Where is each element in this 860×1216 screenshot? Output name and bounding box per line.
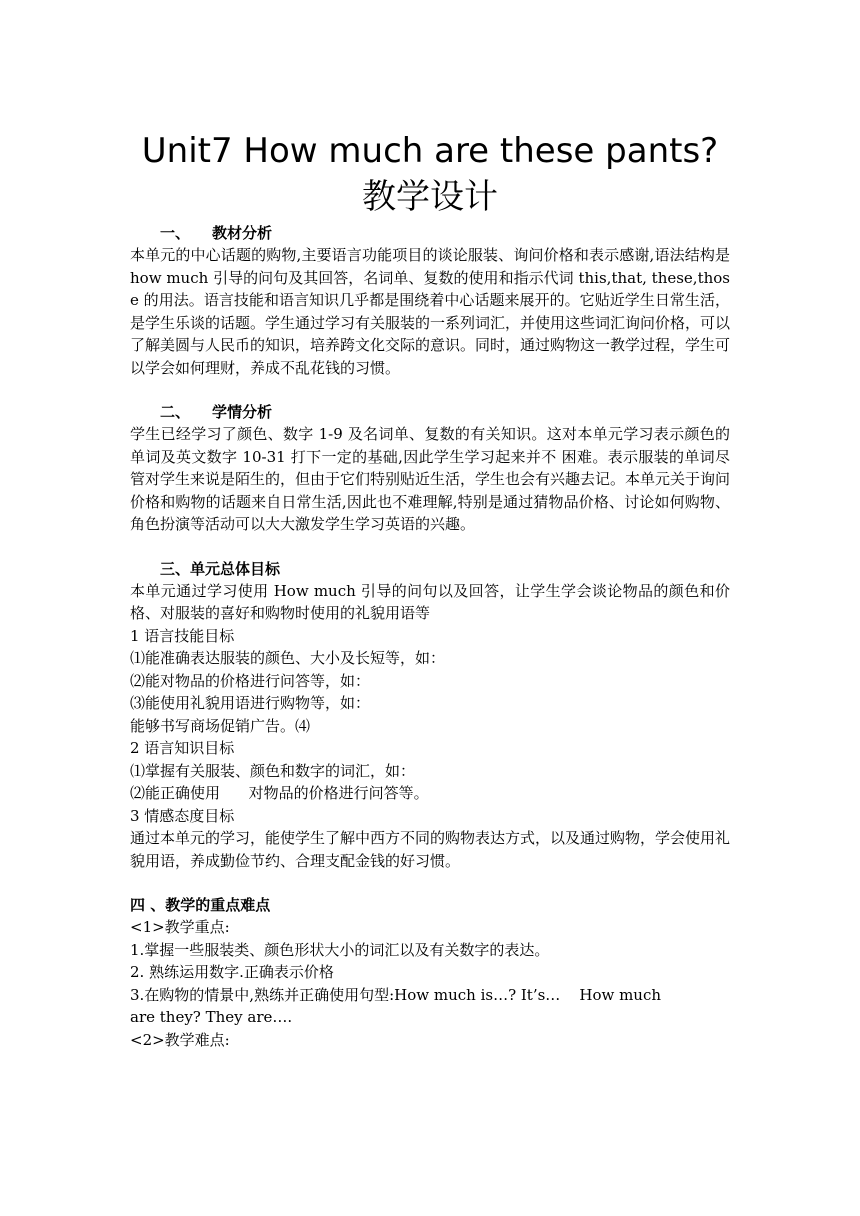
goal-line: ⑶能使用礼貌用语进行购物等，如： (130, 694, 371, 712)
goal-line: ⑴掌握有关服装、颜色和数字的词汇，如： (130, 761, 416, 780)
key-point-line: 3.在购物的情景中,熟练并正确使用句型:How much is…? It’s… How much (130, 985, 662, 1004)
section-body-textbook-analysis: 本单元的中心话题的购物,主要语言功能项目的谈论服装、询问价格和表示感谢,语法结构是 how much 引导的问句及其回答，名词单、复数的使用和指示代词 this,that, these,those 的用法。语言技能和语言知识几乎都是围绕着中心话题来展开的。它贴近学生日常生活，是学生乐谈的话题。学生通过学习有关服装的一系列词汇，并使用这些词汇询问价格，可以了解美圆与人民币的知识，培养跨文化交际的意识。同时，通过购物这一教学过程，学生可以学会如何理财，养成不乱花钱的习惯。 (130, 246, 731, 377)
section-heading-student-analysis (130, 401, 730, 423)
section-title: 学情分析 (212, 403, 273, 421)
section-heading-unit-goals: 三、单元总体目标 (160, 559, 281, 578)
goal-line: 3 情感态度目标 (130, 806, 235, 825)
section-number: 一、 (160, 224, 191, 242)
document-page (130, 128, 730, 1051)
goal-line: 1 语言技能目标 (130, 626, 235, 645)
key-point-line: are they? They are…. (130, 1008, 293, 1026)
goal-line: 2 语言知识目标 (130, 739, 235, 757)
section-intro-unit-goals: 本单元通过学习使用 How much 引导的问句以及回答，让学生学会谈论物品的颜色和价格、对服装的喜好和购物时使用的礼貌用语等 (130, 581, 730, 622)
key-point-line: 1.掌握一些服装类、颜色形状大小的词汇以及有关数字的表达。 (130, 940, 550, 959)
page-title: Unit7 How much are these pants? 教学设计 (141, 131, 719, 217)
goal-line: ⑵能正确使用 对物品的价格进行问答等。 (130, 784, 429, 802)
section-title: 教材分析 (212, 224, 273, 242)
section-number: 二、 (160, 403, 191, 421)
goal-line: ⑴能准确表达服装的颜色、大小及长短等，如： (130, 649, 446, 667)
section-heading-key-points: 四 、教学的重点难点 (130, 896, 271, 914)
goal-line: 能够书写商场促销广告。⑷ (130, 716, 311, 735)
goal-line: ⑵能对物品的价格进行问答等，如： (130, 671, 371, 690)
key-point-line: <1>教学重点: (130, 918, 230, 936)
section-body-student-analysis: 学生已经学习了颜色、数字 1-9 及名词单、复数的有关知识。这对本单元学习表示颜色的单词及英文数字 10-31 打下一定的基础,因此学生学习起来并不 困难。表示服装的单词尽管对学生来说是陌生的，但由于它们特别贴近生活，学生也会有兴趣去记。本单元关于询问价格和购物的话题来自日常生活,因此也不难理解,特别是通过猜物品价格、讨论如何购物、角色扮演等活动可以大大激发学生学习英语的兴趣。 (130, 425, 731, 533)
key-point-line: 2. 熟练运用数字.正确表示价格 (130, 963, 334, 981)
section-closing-unit-goals: 通过本单元的学习，能使学生了解中西方不同的购物表达方式，以及通过购物，学会使用礼貌用语，养成勤俭节约、合理支配金钱的好习惯。 (130, 829, 731, 870)
section-heading-textbook-analysis (130, 222, 730, 244)
difficulty-heading: <2>教学难点: (130, 1030, 230, 1049)
